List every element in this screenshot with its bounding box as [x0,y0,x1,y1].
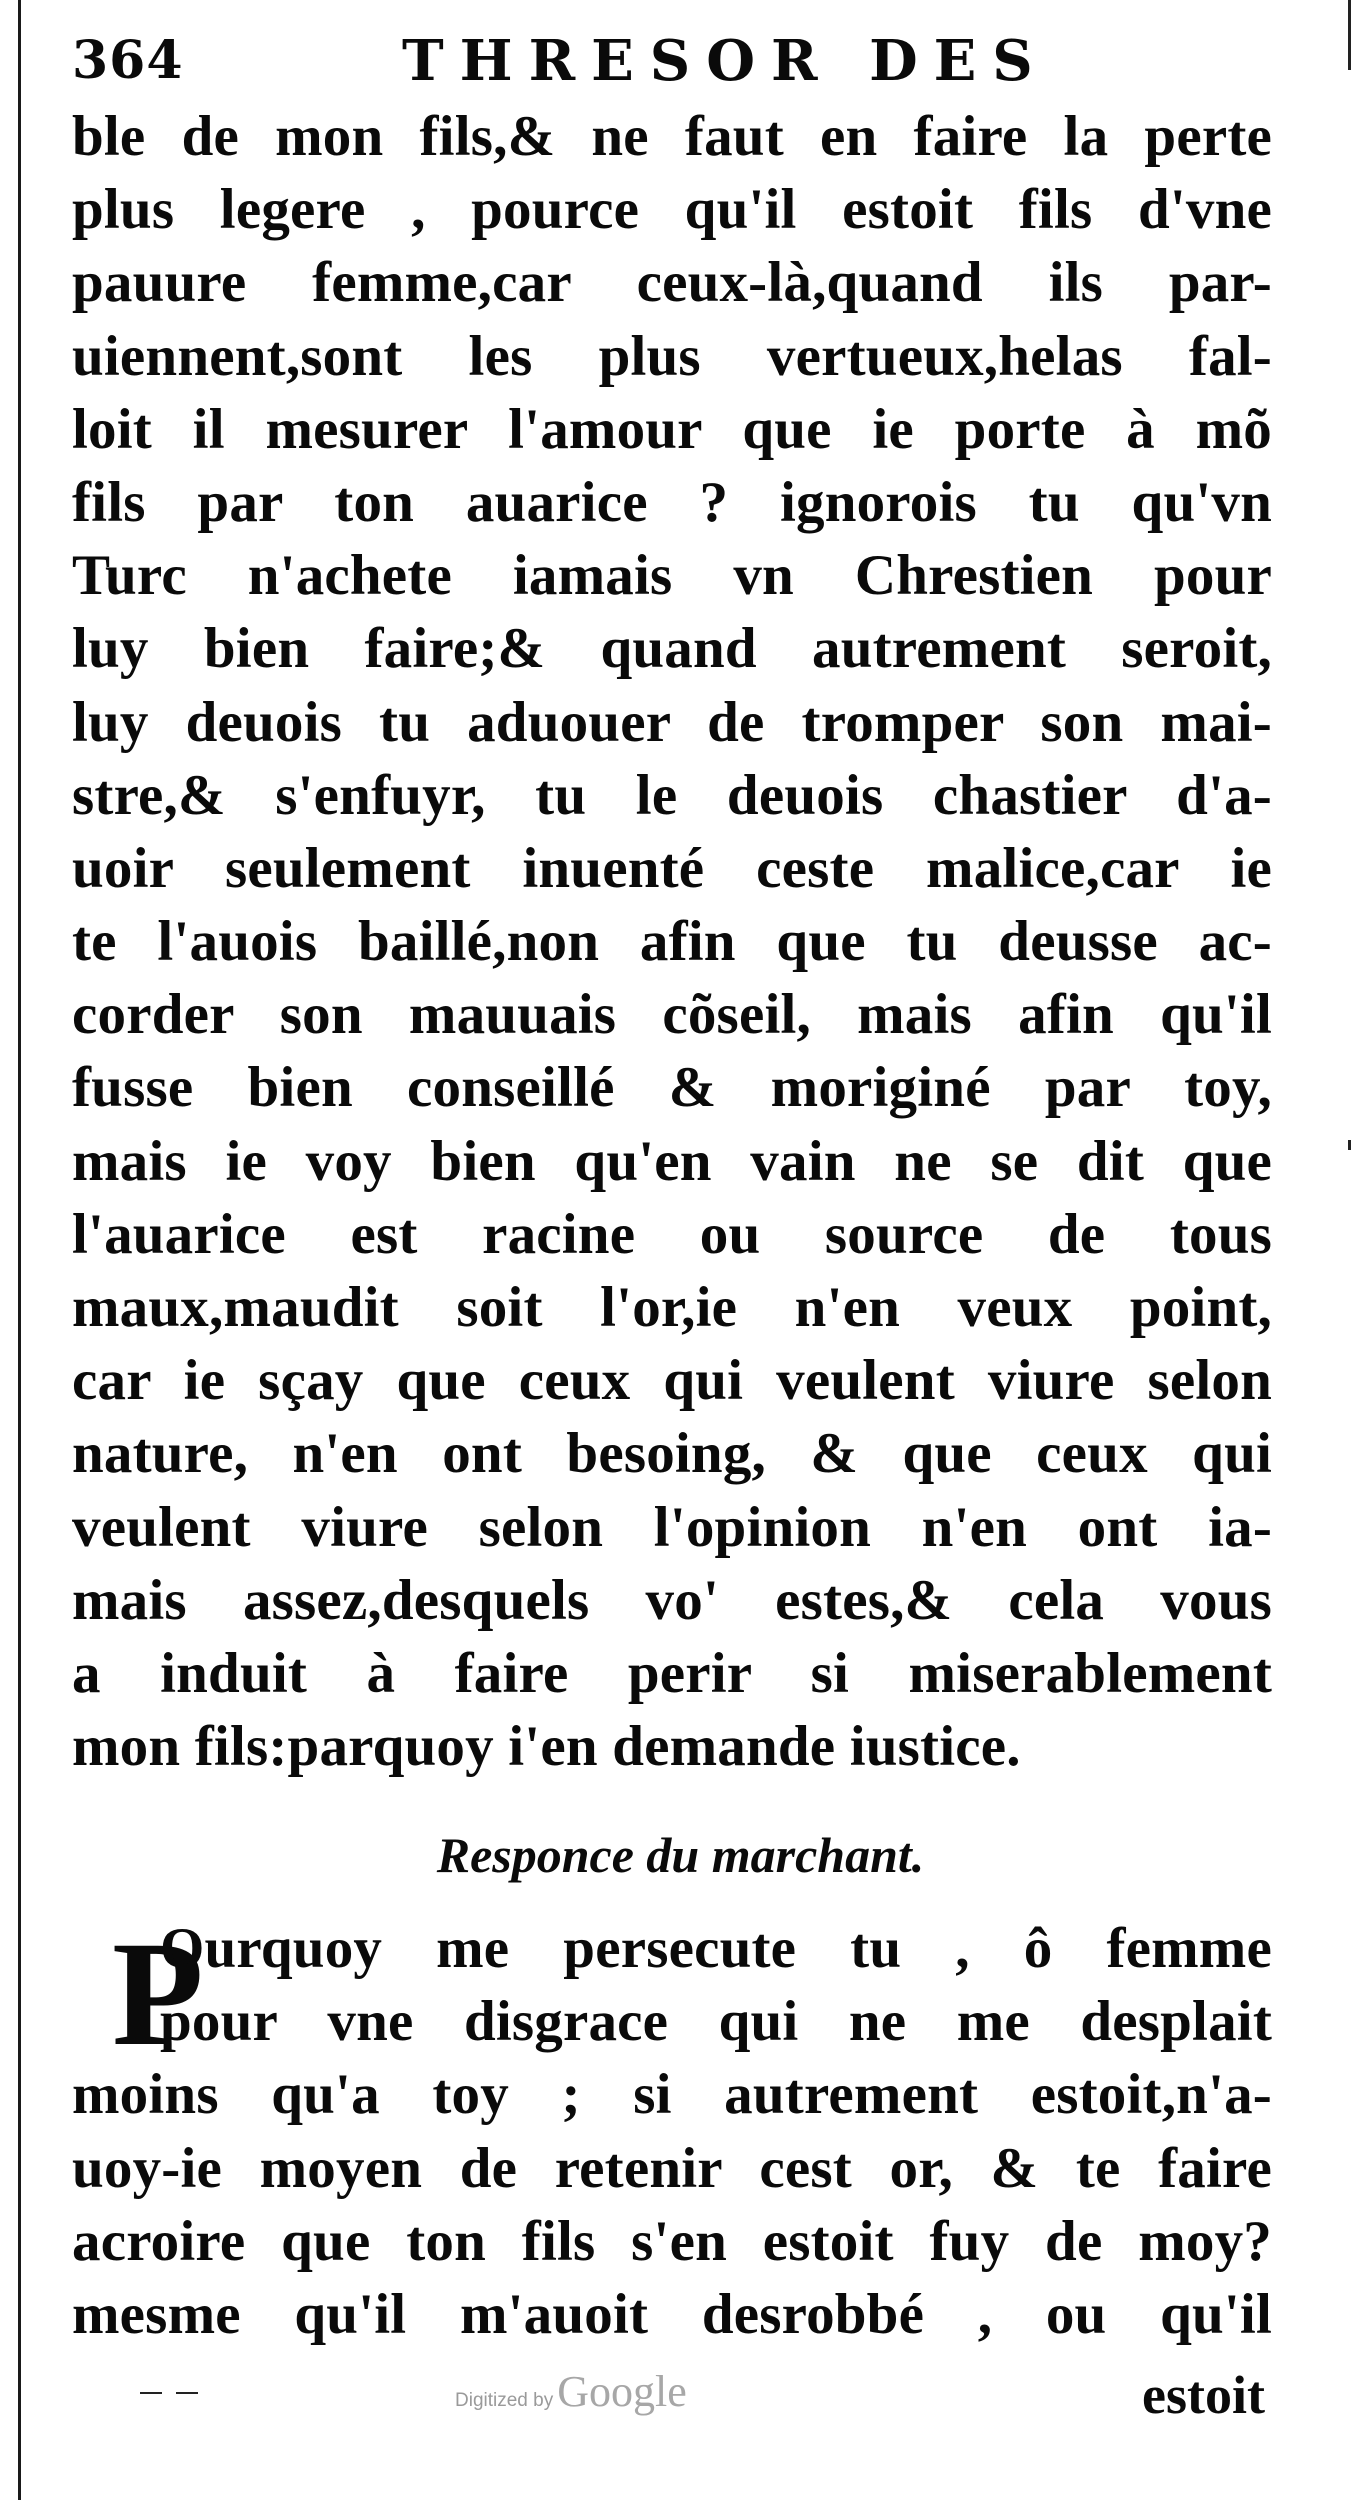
stray-mark [176,2392,198,2394]
watermark-prefix: Digitized by [455,2390,554,2411]
text-line: mais assez,desquels vo' estes,& cela vous [72,1568,1272,1632]
text-line: corder son mauuais cõseil, mais afin qu'il [72,983,1272,1047]
text-line: nature, n'en ont besoing, & que ceux qui [72,1422,1272,1486]
text-line: uoy-ie moyen de retenir cest or, & te faire [72,2136,1272,2200]
digitized-watermark [455,2366,687,2426]
page-number: 364 [72,30,184,91]
text-line: car ie sçay que ceux qui veulent viure selon [72,1349,1272,1413]
text-line: Turc n'achete iamais vn Chrestien pour [72,544,1272,608]
google-logo: Google [557,2367,687,2416]
page-edge-mark [1348,1140,1351,1150]
body-text [72,100,1272,1783]
text-line: mon fils:parquoy i'en demande iustice. [72,1715,1021,1779]
text-line: plus legere , pource qu'il estoit fils d'vne [72,178,1272,242]
text-line: stre,& s'enfuyr, tu le deuois chastier d'a- [72,763,1272,827]
text-line: acroire que ton fils s'en estoit fuy de moy? [72,2209,1272,2273]
text-line: te l'auois baillé,non afin que tu deusse ac- [72,910,1272,974]
text-line: fils par ton auarice ? ignorois tu qu'vn [72,470,1272,534]
text-line: maux,maudit soit l'or,ie n'en veux point, [72,1276,1272,1339]
text-line: l'auarice est racine ou source de tous [72,1202,1272,1266]
text-line: fusse bien conseillé & moriginé par toy, [72,1056,1272,1120]
text-line: ble de mon fils,& ne faut en faire la perte [72,105,1272,168]
text-line: luy deuois tu aduouer de tromper son mai- [72,690,1272,754]
text-line: luy bien faire;& quand autrement seroit, [72,617,1272,681]
text-line: mais ie voy bien qu'en vain ne se dit que [72,1129,1272,1193]
response-text [72,1912,1272,2351]
running-head [72,26,1282,96]
page-footer [0,2352,1361,2442]
text-line: uiennent,sont les plus vertueux,helas fal- [72,324,1272,388]
catchword: estoit [1142,2365,1265,2425]
text-line: pour vne disgrace qui ne me desplait [160,1990,1272,2054]
page-edge-mark [1348,0,1351,70]
text-line: uoir seulement inuenté ceste malice,car ie [72,836,1272,900]
running-title: THRESOR DES [402,28,1049,94]
section-heading: Responce du marchant. [436,1827,925,1883]
text-line: a induit à faire perir si miserablement [72,1641,1272,1705]
text-line: veulent viure selon l'opinion n'en ont ia- [72,1495,1272,1559]
text-line: Ourquoy me persecute tu , ô femme [160,1917,1272,1980]
page-gutter-edge [18,0,21,2500]
text-line: pauure femme,car ceux-là,quand ils par- [72,251,1272,315]
drop-cap: P [112,1911,204,2077]
stray-mark [140,2392,162,2394]
text-line: loit il mesurer l'amour que ie porte à mõ [72,397,1272,461]
text-line: mesme qu'il m'auoit desrobbé , ou qu'il [72,2282,1272,2346]
text-line: moins qu'a toy ; si autrement estoit,n'a- [72,2063,1272,2127]
